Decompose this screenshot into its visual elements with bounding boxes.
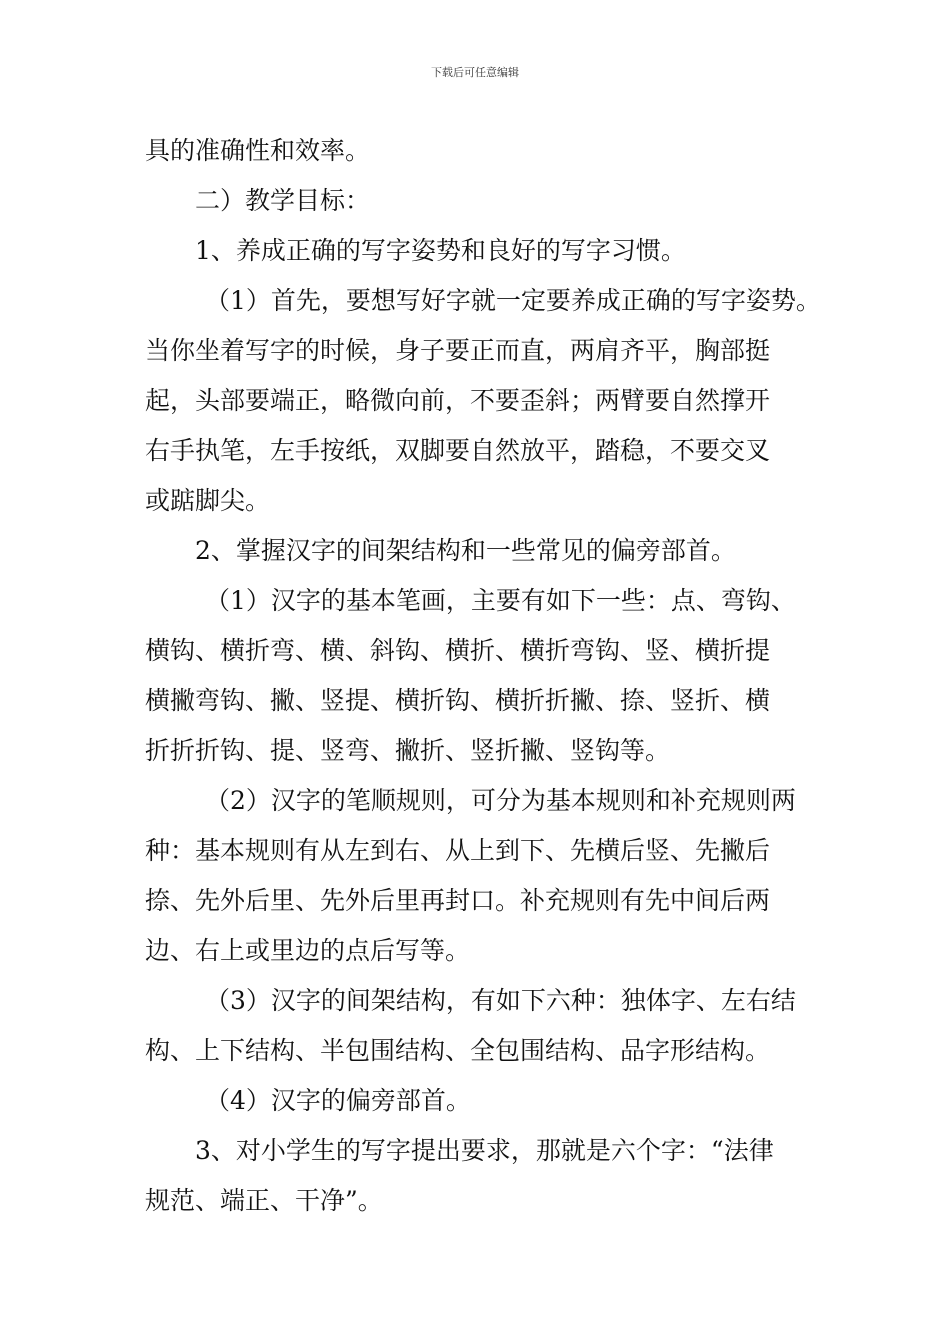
- text-line: 或踮脚尖。: [145, 486, 271, 515]
- text-line: 右手执笔，左手按纸，双脚要自然放平，踏稳，不要交叉: [145, 436, 771, 465]
- text-line: 规范、端正、干净”。: [145, 1186, 383, 1215]
- text-line: 折折折钩、提、竖弯、撇折、竖折撇、竖钩等。: [145, 736, 671, 765]
- text-line: （1）首先，要想写好字就一定要养成正确的写字姿势。: [205, 286, 821, 315]
- text-line: 横钩、横折弯、横、斜钩、横折、横折弯钩、竖、横折提: [145, 636, 771, 665]
- text-line: 构、上下结构、半包围结构、全包围结构、品字形结构。: [145, 1036, 771, 1065]
- text-line: 横撇弯钩、撇、竖提、横折钩、横折折撇、捺、竖折、横: [145, 686, 771, 715]
- text-line: 1、养成正确的写字姿势和良好的写字习惯。: [195, 236, 686, 265]
- text-line: 捺、先外后里、先外后里再封口。补充规则有先中间后两: [145, 886, 771, 915]
- text-line: 当你坐着写字的时候，身子要正而直，两肩齐平，胸部挺: [145, 336, 771, 365]
- text-line: （4）汉字的偏旁部首。: [205, 1086, 471, 1115]
- text-line: （3）汉字的间架结构，有如下六种：独体字、左右结: [205, 986, 796, 1015]
- text-line: 起，头部要端正，略微向前，不要歪斜；两臂要自然撑开: [145, 386, 771, 415]
- text-line: 具的准确性和效率。: [145, 136, 371, 165]
- text-line: 种：基本规则有从左到右、从上到下、先横后竖、先撇后: [145, 836, 771, 865]
- document-body: [145, 126, 825, 1226]
- text-line: （2）汉字的笔顺规则，可分为基本规则和补充规则两: [205, 786, 796, 815]
- text-line: 2、掌握汉字的间架结构和一些常见的偏旁部首。: [195, 536, 736, 565]
- text-line: 边、右上或里边的点后写等。: [145, 936, 471, 965]
- text-line: 3、对小学生的写字提出要求，那就是六个字：“法律: [195, 1136, 774, 1165]
- text-line: （1）汉字的基本笔画，主要有如下一些：点、弯钩、: [205, 586, 796, 615]
- text-line: 二）教学目标：: [195, 186, 371, 215]
- page-header: 下载后可任意编辑: [431, 66, 519, 79]
